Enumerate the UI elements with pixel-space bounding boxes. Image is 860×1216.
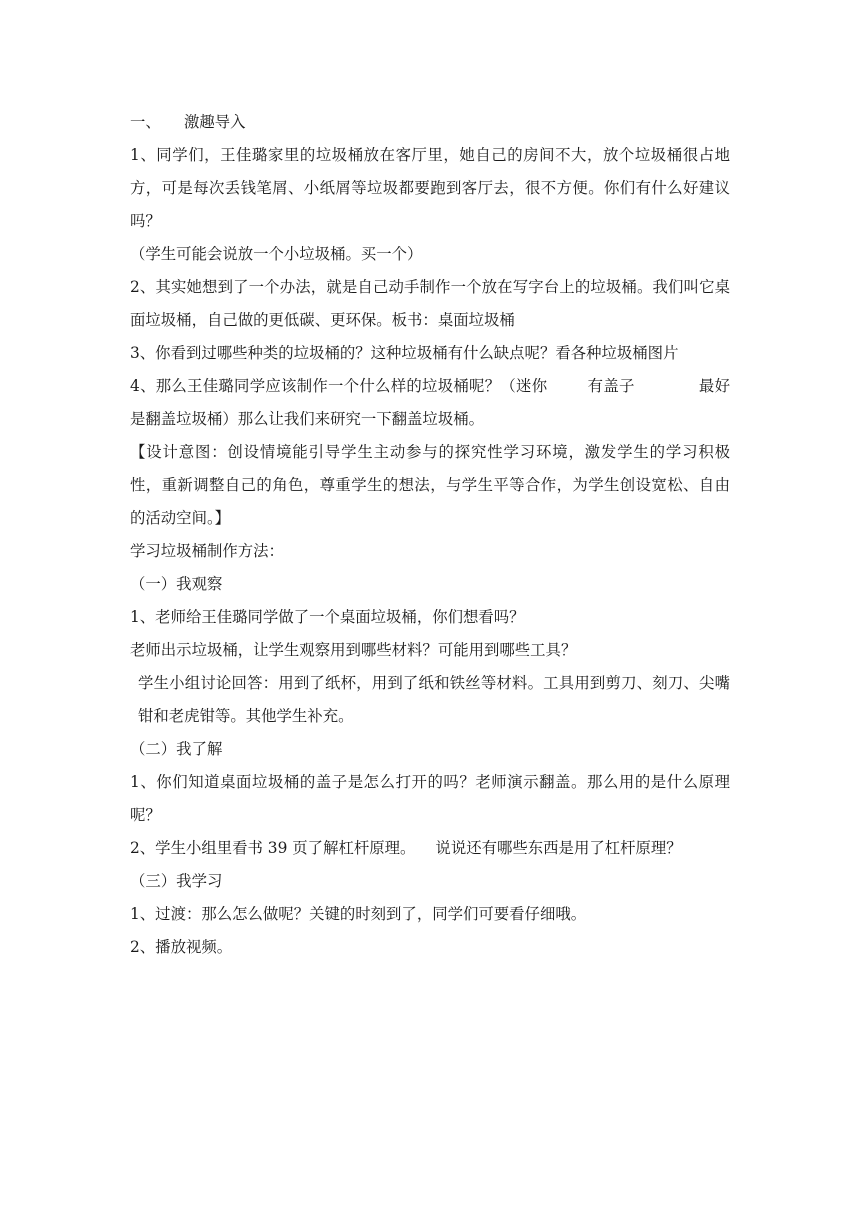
paragraph-4: 3、你看到过哪些种类的垃圾桶的？这种垃圾桶有什么缺点呢？看各种垃圾桶图片 xyxy=(130,344,679,362)
paragraph-17: 2、播放视频。 xyxy=(130,938,233,956)
paragraph-7: 学习垃圾桶制作方法： xyxy=(130,542,284,560)
paragraph-16: 1、过渡：那么怎么做呢？关键的时刻到了，同学们可要看仔细哦。 xyxy=(130,905,587,923)
document-body xyxy=(130,106,730,964)
design-intent-paragraph: 【设计意图：创设情境能引导学生主动参与的探究性学习环境，激发学生的学习积极性，重新调整自己的角色，尊重学生的想法，与学生平等合作，为学生创设宽松、自由的活动空间。】 xyxy=(130,443,730,527)
paragraph-5 xyxy=(130,370,730,436)
subsection-heading-observe: （一）我观察 xyxy=(130,575,223,593)
paragraph-5-part-c: 最好是翻盖垃圾桶）那么让我们来研究一下翻盖垃圾桶。 xyxy=(130,377,730,428)
paragraph-5-part-b: 有盖子 xyxy=(587,377,635,395)
paragraph-13: 1、你们知道桌面垃圾桶的盖子是怎么打开的吗？老师演示翻盖。那么用的是什么原理呢？ xyxy=(130,773,730,824)
paragraph-1: 1、同学们，王佳璐家里的垃圾桶放在客厅里，她自己的房间不大，放个垃圾桶很占地方，可是每次丢钱笔屑、小纸屑等垃圾都要跑到客厅去，很不方便。你们有什么好建议吗？ xyxy=(130,146,730,230)
paragraph-5-part-a: 4、那么王佳璐同学应该制作一个什么样的垃圾桶呢？（迷你 xyxy=(130,377,548,395)
section-number: 一、 xyxy=(130,113,161,131)
section-heading xyxy=(130,106,730,139)
subsection-heading-understand: （二）我了解 xyxy=(130,740,223,758)
paragraph-14-part-b: 说说还有哪些东西是用了杠杆原理？ xyxy=(435,839,682,857)
section-title: 激趣导入 xyxy=(184,113,246,131)
paragraph-10: 老师出示垃圾桶，让学生观察用到哪些材料？可能用到哪些工具？ xyxy=(130,641,577,659)
paragraph-9: 1、老师给王佳璐同学做了一个桌面垃圾桶，你们想看吗？ xyxy=(130,608,525,626)
paragraph-14-part-a: 2、学生小组里看书 39 页了解杠杆原理。 xyxy=(130,839,416,857)
paragraph-11: 学生小组讨论回答：用到了纸杯，用到了纸和铁丝等材料。工具用到剪刀、刻刀、尖嘴钳和老虎钳等。其他学生补充。 xyxy=(138,674,730,725)
paragraph-2: （学生可能会说放一个小垃圾桶。买一个） xyxy=(130,245,423,263)
subsection-heading-learn: （三）我学习 xyxy=(130,872,223,890)
paragraph-14 xyxy=(130,832,730,865)
paragraph-3: 2、其实她想到了一个办法，就是自己动手制作一个放在写字台上的垃圾桶。我们叫它桌面垃圾桶，自己做的更低碳、更环保。板书：桌面垃圾桶 xyxy=(130,278,730,329)
